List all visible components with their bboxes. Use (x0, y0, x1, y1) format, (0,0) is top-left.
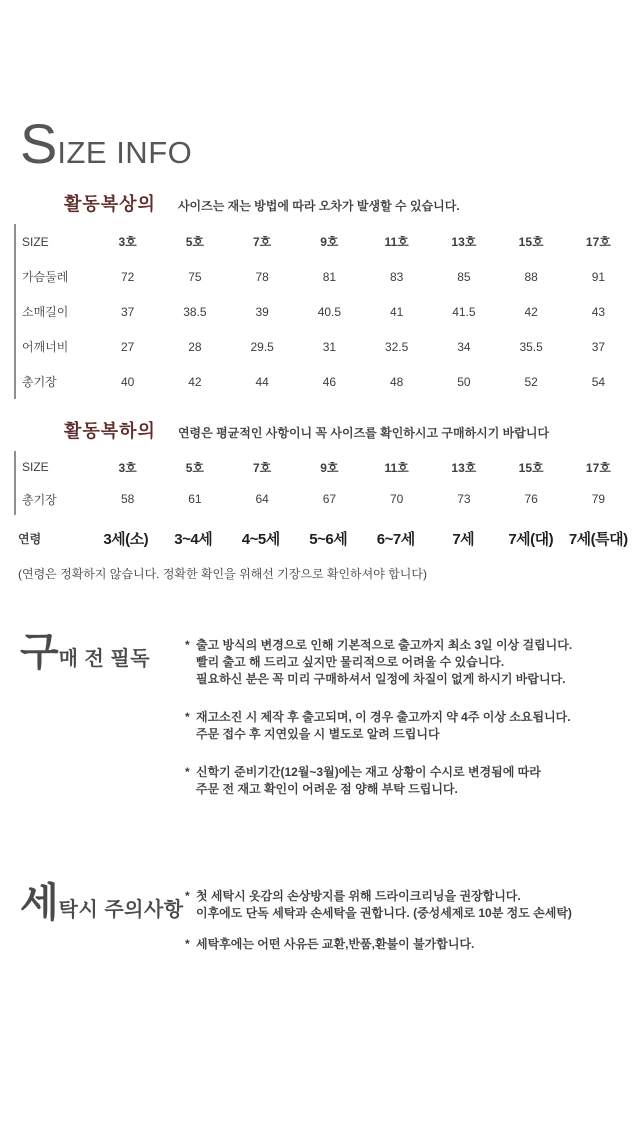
value-cell: 81 (322, 269, 337, 284)
bullet-line: 주문 접수 후 지연있을 시 별도로 알려 드립니다 (196, 727, 440, 741)
section-bottom-header (64, 417, 640, 443)
bullet-line: 첫 세탁시 옷감의 손상방지를 위해 드라이크리닝을 권장합니다. (196, 889, 521, 903)
value-cell: 29.5 (250, 339, 274, 354)
bullet-line: 출고 방식의 변경으로 인해 기본적으로 출고까지 최소 3일 이상 걸립니다. (196, 638, 573, 652)
bullet-lines (196, 936, 474, 953)
bullet-marker: * (185, 710, 190, 724)
row-label: 소매길이 (22, 305, 69, 319)
size-column-header: 7호 (252, 460, 272, 475)
table-row (20, 294, 632, 329)
size-column-header: 15호 (518, 460, 544, 475)
bullet-line: 재고소진 시 제작 후 출고되며, 이 경우 출고까지 약 4주 이상 소요됩니다. (196, 710, 571, 724)
value-cell: 72 (120, 269, 135, 284)
section-top-sizes (0, 190, 640, 399)
value-cell: 38.5 (183, 304, 207, 319)
value-cell: 27 (120, 339, 135, 354)
age-row-label: 연령 (18, 531, 42, 546)
page-title (20, 112, 640, 175)
value-cell: 41.5 (452, 304, 476, 319)
value-cell: 73 (457, 492, 471, 506)
table-row (20, 364, 632, 399)
section-bottom-heading: 활동복하의 (64, 421, 156, 441)
row-label: 총기장 (22, 375, 57, 389)
value-cell: 76 (524, 492, 538, 506)
size-column-header: 11호 (384, 460, 409, 475)
bullet-line: 빨리 출고 해 드리고 싶지만 물리적으로 어려울 수 있습니다. (196, 655, 505, 669)
table-row (20, 259, 632, 294)
page-title-rest: IZE INFO (57, 135, 193, 170)
row-label: 어깨너비 (22, 340, 69, 354)
purchase-heading (20, 632, 185, 672)
size-header-row (20, 451, 632, 483)
value-cell: 79 (591, 492, 606, 506)
value-cell: 52 (524, 374, 538, 389)
bullet-marker: * (185, 937, 190, 951)
bullet-lines (196, 637, 572, 688)
section-purchase-notice (20, 632, 640, 819)
size-header-label: SIZE (22, 234, 49, 249)
bullet-line: 세탁후에는 어떤 사유든 교환,반품,환불이 불가합니다. (196, 937, 475, 951)
age-value-cell: 7세 (452, 530, 475, 548)
age-value-cell: 7세(대) (508, 530, 554, 548)
value-cell: 78 (255, 269, 269, 284)
age-value-cell: 3세(소) (103, 530, 149, 548)
size-column-header: 9호 (320, 460, 339, 475)
size-column-header: 7호 (252, 235, 272, 249)
size-column-header: 3호 (118, 235, 137, 249)
value-cell: 75 (188, 269, 202, 284)
notice-bullet (185, 764, 572, 798)
age-value-cell: 3~4세 (174, 530, 213, 548)
value-cell: 42 (524, 304, 538, 319)
size-column-header: 3호 (118, 460, 137, 475)
row-label: 총기장 (22, 492, 57, 507)
notice-bullet (185, 637, 572, 688)
section-top-note: 사이즈는 재는 방법에 따라 오차가 발생할 수 있습니다. (177, 199, 460, 213)
section-bottom-sizes (0, 417, 640, 582)
value-cell: 70 (389, 492, 404, 506)
age-row (18, 523, 632, 553)
value-cell: 40.5 (317, 304, 342, 319)
purchase-bullets (185, 632, 572, 819)
value-cell: 41 (389, 304, 404, 319)
section-top-header (64, 190, 640, 216)
value-cell: 67 (322, 492, 337, 506)
bullet-line: 주문 전 재고 확인이 어려운 점 양해 부탁 드립니다. (196, 782, 458, 796)
value-cell: 28 (188, 339, 202, 354)
size-column-header: 5호 (185, 235, 205, 249)
washing-heading-initial: 세 (20, 881, 59, 925)
value-cell: 42 (188, 374, 202, 389)
bullet-line: 신학기 준비기간(12월~3월)에는 재고 상황이 수시로 변경됨에 따라 (196, 765, 541, 779)
value-cell: 54 (591, 374, 606, 389)
value-cell: 44 (255, 374, 269, 389)
table-row (20, 329, 632, 364)
value-cell: 37 (120, 304, 135, 319)
value-cell: 64 (255, 492, 269, 506)
value-cell: 31 (322, 339, 337, 354)
size-info-page (0, 112, 640, 1124)
size-column-header: 15호 (518, 235, 544, 249)
size-column-header: 13호 (451, 460, 477, 475)
value-cell: 58 (120, 492, 135, 506)
size-column-header: 9호 (320, 235, 339, 249)
value-cell: 50 (457, 374, 471, 389)
section-top-heading: 활동복상의 (64, 194, 156, 214)
value-cell: 40 (120, 374, 135, 389)
value-cell: 91 (591, 269, 606, 284)
page-title-initial: S (20, 112, 58, 175)
size-column-header: 13호 (451, 235, 477, 249)
value-cell: 46 (322, 374, 337, 389)
value-cell: 43 (591, 304, 606, 319)
section-bottom-note: 연령은 평균적인 사항이니 꼭 사이즈를 확인하시고 구매하시기 바랍니다 (177, 426, 550, 440)
row-label: 가슴둘레 (22, 270, 69, 284)
size-header-row (20, 224, 632, 259)
bullet-lines (196, 888, 572, 922)
purchase-heading-rest: 매 전 필독 (58, 648, 151, 670)
table-row (20, 483, 632, 515)
purchase-heading-initial: 구 (20, 630, 59, 674)
value-cell: 37 (591, 339, 606, 354)
value-cell: 39 (255, 304, 269, 319)
size-header-label: SIZE (22, 460, 49, 474)
age-value-cell: 5~6세 (309, 530, 348, 548)
washing-heading-rest: 탁시 주의사항 (58, 899, 184, 921)
washing-bullets (185, 883, 572, 967)
value-cell: 35.5 (519, 339, 543, 354)
value-cell: 32.5 (384, 339, 409, 354)
value-cell: 61 (188, 492, 202, 506)
notice-bullet (185, 936, 572, 953)
value-cell: 83 (389, 269, 404, 284)
size-column-header: 11호 (384, 235, 409, 249)
value-cell: 85 (457, 269, 471, 284)
bullet-marker: * (185, 889, 190, 903)
bullet-marker: * (185, 638, 190, 652)
bullet-line: 필요하신 분은 꼭 미리 구매하셔서 일정에 차질이 없게 하시기 바랍니다. (196, 672, 566, 686)
notice-bullet (185, 888, 572, 922)
value-cell: 48 (389, 374, 404, 389)
section-washing-notice (20, 883, 640, 967)
bullet-lines (196, 709, 571, 743)
size-table-bottom (14, 451, 632, 515)
size-table-top (14, 224, 632, 399)
size-column-header: 17호 (585, 235, 611, 249)
size-column-header: 5호 (185, 460, 205, 475)
age-value-cell: 4~5세 (241, 530, 280, 548)
size-column-header: 17호 (585, 460, 611, 475)
bullet-lines (196, 764, 541, 798)
washing-heading (20, 883, 185, 923)
value-cell: 34 (457, 339, 471, 354)
bullet-line: 이후에도 단독 세탁과 손세탁을 권합니다. (중성세제로 10분 정도 손세탁) (196, 906, 572, 920)
age-value-cell: 6~7세 (376, 530, 415, 548)
age-note: (연령은 정확하지 않습니다. 정확한 확인을 위해선 기장으로 확인하셔야 합니다) (18, 567, 427, 581)
age-value-cell: 7세(특대) (568, 530, 628, 548)
notice-bullet (185, 709, 572, 743)
value-cell: 88 (524, 269, 538, 284)
bullet-marker: * (185, 765, 190, 779)
